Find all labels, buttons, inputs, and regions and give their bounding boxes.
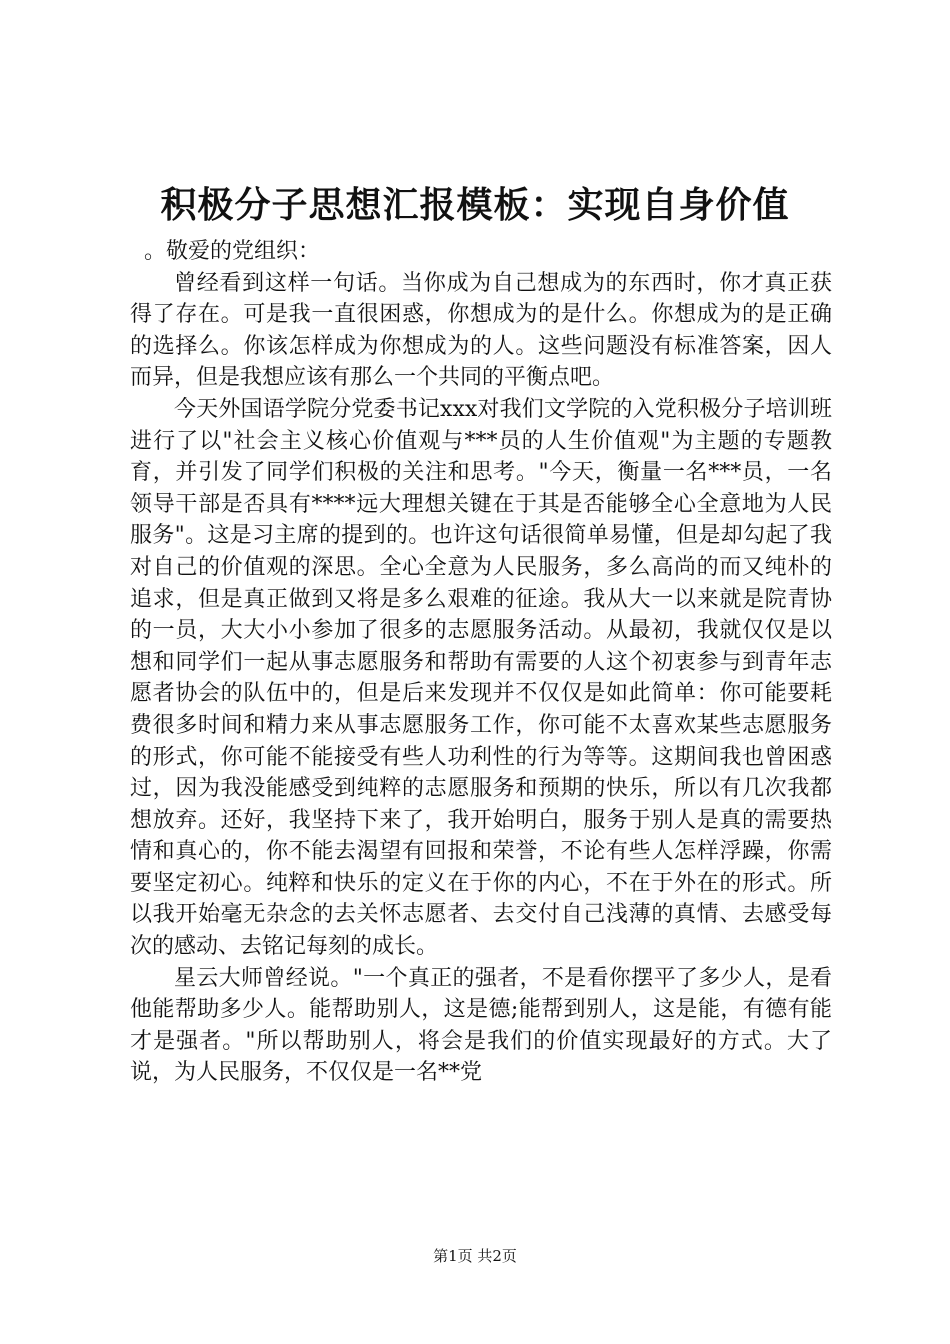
paragraph-1: 曾经看到这样一句话。当你成为自己想成为的东西时，你才真正获得了存在。可是我一直很困惑，你想成为的是什么。你想成为的是正确的选择么。你该怎样成为你想成为的人。这些问题没有标准答案，因人而异，但是我想应该有那么一个共同的平衡点吧。 xyxy=(130,270,832,391)
salutation: 。敬爱的党组织： xyxy=(144,239,321,264)
paragraph-3: 星云大师曾经说。"一个真正的强者，不是看你摆平了多少人，是看他能帮助多少人。能帮助别人，这是德;能帮到别人，这是能，有德有能才是强者。"所以帮助别人，将会是我们的价值实现最好的方式。大了说，为人民服务，不仅仅是一名**党 xyxy=(130,965,832,1086)
page-footer: 第1页 共2页 xyxy=(433,1247,517,1265)
paragraph-2: 今天外国语学院分党委书记xxx对我们文学院的入党积极分子培训班进行了以"社会主义核心价值观与***员的人生价值观"为主题的专题教育，并引发了同学们积极的关注和思考。"今天，衡量一名***员，一名领导干部是否具有****远大理想关键在于其是否能够全心全意地为人民服务"。这是习主席的提到的。也许这句话很简单易懂，但是却勾起了我对自己的价值观的深思。全心全意为人民服务，多么高尚的而又纯朴的追求，但是真正做到又将是多么艰难的征途。我从大一以来就是院青协的一员，大大小小参加了很多的志愿服务活动。从最初，我就仅仅是以想和同学们一起从事志愿服务和帮助有需要的人这个初衷参与到青年志愿者协会的队伍中的，但是后来发现并不仅仅是如此简单：你可能要耗费很多时间和精力来从事志愿服务工作，你可能不太喜欢某些志愿服务的形式，你可能不能接受有些人功利性的行为等等。这期间我也曾困惑过，因为我没能感受到纯粹的志愿服务和预期的快乐，所以有几次我都想放弃。还好，我坚持下来了，我开始明白，服务于别人是真的需要热情和真心的，你不能去渴望有回报和荣誉，不论有些人怎样浮躁，你需要坚定初心。纯粹和快乐的定义在于你的内心，不在于外在的形式。所以我开始毫无杂念的去关怀志愿者、去交付自己浅薄的真情、去感受每次的感动、去铭记每刻的成长。 xyxy=(130,396,832,960)
document-body xyxy=(130,236,832,1089)
document-title: 积极分子思想汇报模板：实现自身价值 xyxy=(160,184,790,226)
